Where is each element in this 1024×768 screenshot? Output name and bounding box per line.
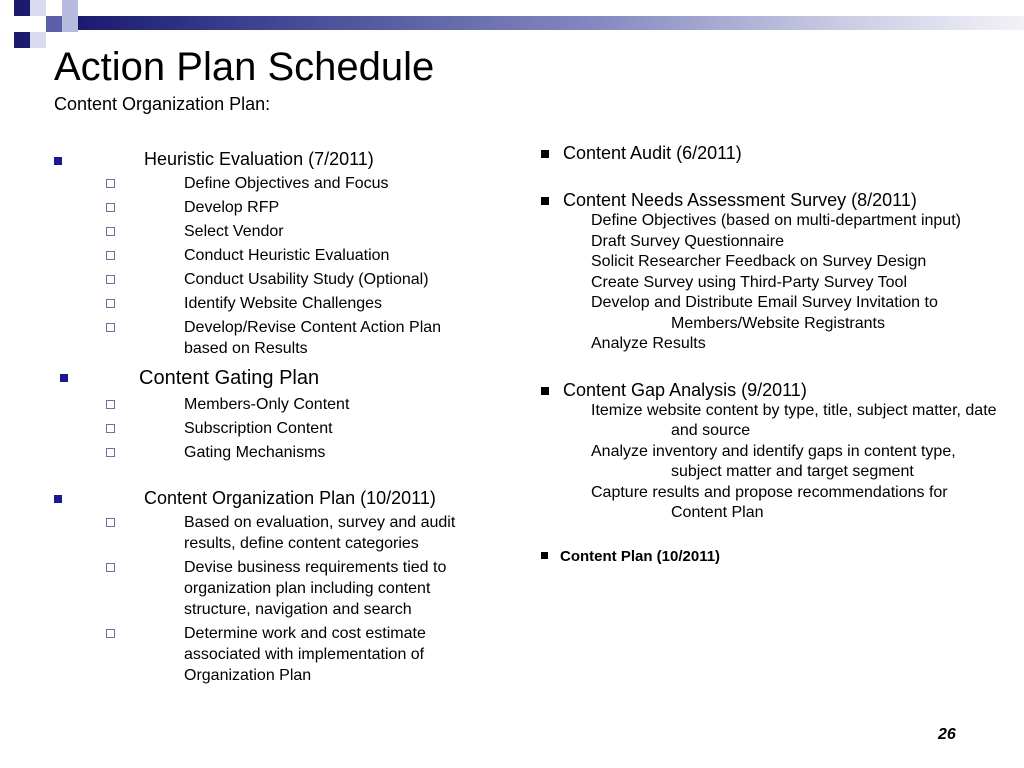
list-item: Based on evaluation, survey and audit results, define content categories	[54, 512, 494, 554]
hollow-square-bullet-icon	[106, 251, 115, 260]
square-bullet-icon	[541, 197, 549, 205]
list-item: Analyze inventory and identify gaps in content type, subject matter and target segment	[591, 442, 956, 480]
hollow-square-bullet-icon	[106, 448, 115, 457]
list-item: Capture results and propose recommendations for Content Plan	[591, 483, 948, 521]
list-item: Gating Mechanisms	[54, 442, 494, 463]
section-title: Heuristic Evaluation (7/2011)	[144, 149, 374, 169]
list-item: Draft Survey Questionnaire	[591, 232, 784, 250]
hollow-square-bullet-icon	[106, 518, 115, 527]
list-item: Subscription Content	[54, 418, 494, 439]
list-item: Develop/Revise Content Action Plan based on Results	[54, 317, 494, 359]
header-square	[30, 0, 46, 16]
header-gradient-bar	[78, 16, 1024, 30]
list-item: Devise business requirements tied to organization plan including content structure, navigation and search	[54, 557, 494, 620]
section-content-gating	[54, 365, 494, 463]
square-bullet-icon	[541, 150, 549, 158]
square-bullet-icon	[54, 157, 62, 165]
list-item: Conduct Usability Study (Optional)	[54, 269, 494, 290]
sub-list	[54, 173, 494, 359]
header-square	[46, 16, 62, 32]
header-square	[62, 16, 78, 32]
list-item: Develop RFP	[54, 197, 494, 218]
square-bullet-icon	[60, 374, 68, 382]
hollow-square-bullet-icon	[106, 179, 115, 188]
hollow-square-bullet-icon	[106, 203, 115, 212]
header-square	[14, 0, 30, 16]
sub-list	[54, 394, 494, 463]
list-item: Select Vendor	[54, 221, 494, 242]
header-square	[62, 0, 78, 16]
hollow-square-bullet-icon	[106, 629, 115, 638]
section-title: Content Needs Assessment Survey (8/2011)	[538, 189, 1008, 211]
list-item: Identify Website Challenges	[54, 293, 494, 314]
page-number: 26	[938, 726, 956, 743]
section-title: Content Plan (10/2011)	[538, 546, 1008, 568]
sub-list	[54, 512, 494, 686]
hollow-square-bullet-icon	[106, 563, 115, 572]
sub-list	[538, 211, 1008, 355]
header-square	[30, 32, 46, 48]
hollow-square-bullet-icon	[106, 227, 115, 236]
right-column	[538, 142, 1008, 568]
hollow-square-bullet-icon	[106, 275, 115, 284]
section-title: Content Gating Plan	[139, 367, 320, 389]
square-bullet-icon	[541, 387, 549, 395]
section-title: Content Organization Plan (10/2011)	[144, 488, 436, 508]
slide-title: Action Plan Schedule	[54, 45, 435, 89]
square-bullet-icon	[54, 495, 62, 503]
list-item: Create Survey using Third-Party Survey Tool	[591, 273, 907, 291]
list-item: Conduct Heuristic Evaluation	[54, 245, 494, 266]
list-item: Itemize website content by type, title, subject matter, date and source	[591, 401, 997, 439]
list-item: Analyze Results	[591, 335, 706, 352]
hollow-square-bullet-icon	[106, 299, 115, 308]
square-bullet-icon	[541, 552, 548, 559]
hollow-square-bullet-icon	[106, 424, 115, 433]
section-title: Content Audit (6/2011)	[538, 142, 1008, 164]
list-item: Members-Only Content	[54, 394, 494, 415]
section-title: Content Gap Analysis (9/2011)	[538, 379, 1008, 401]
list-item: Determine work and cost estimate associated with implementation of Organization Plan	[54, 623, 494, 686]
left-column	[54, 148, 494, 686]
list-item: Define Objectives (based on multi-department input)	[591, 212, 961, 229]
header-square	[14, 32, 30, 48]
section-heuristic-evaluation	[54, 148, 494, 359]
section-content-organization	[54, 487, 494, 686]
list-item: Develop and Distribute Email Survey Invitation to Members/Website Registrants	[591, 294, 938, 332]
sub-list	[538, 401, 1008, 524]
hollow-square-bullet-icon	[106, 400, 115, 409]
slide-subtitle: Content Organization Plan:	[54, 94, 271, 114]
hollow-square-bullet-icon	[106, 323, 115, 332]
header-decoration	[0, 0, 1024, 48]
list-item: Define Objectives and Focus	[54, 173, 494, 194]
list-item: Solicit Researcher Feedback on Survey Design	[591, 253, 927, 270]
